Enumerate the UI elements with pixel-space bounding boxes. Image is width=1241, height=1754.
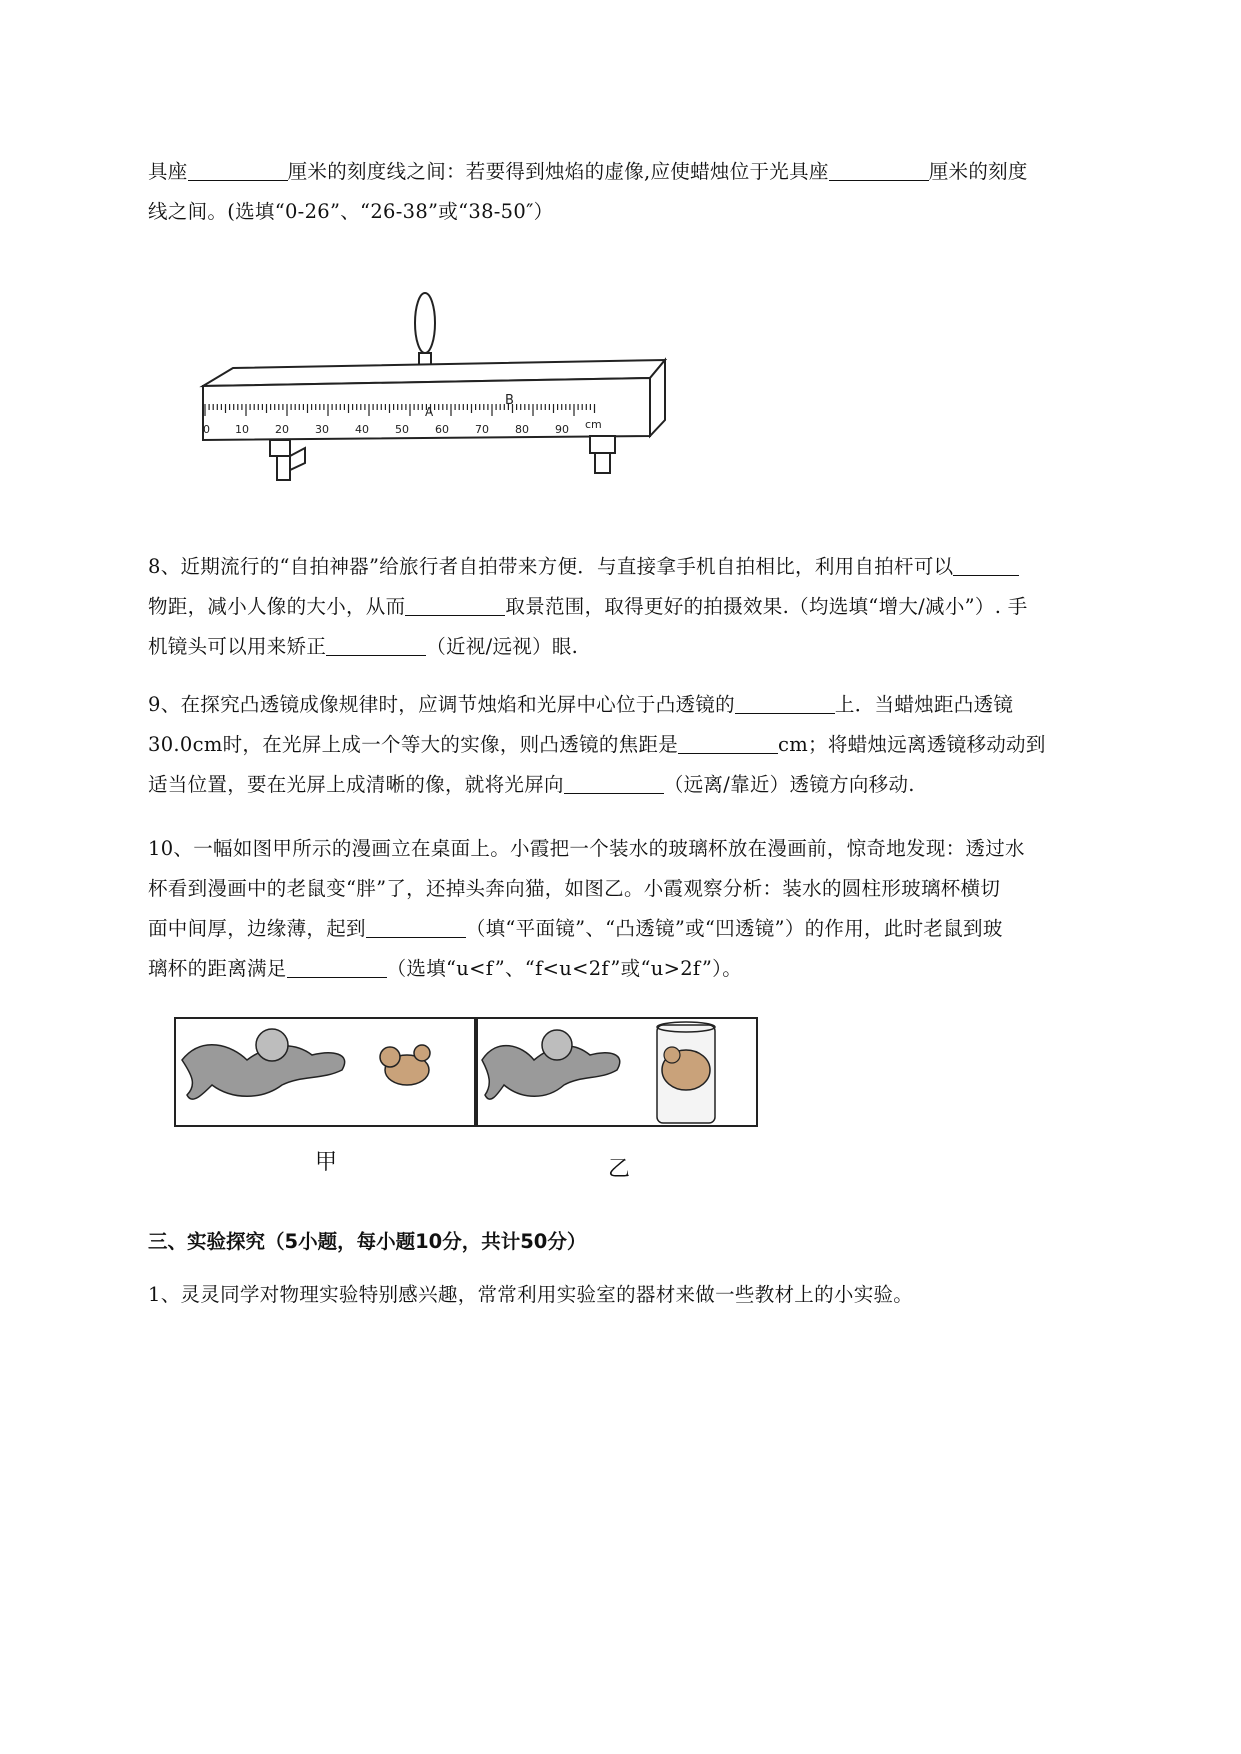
- q10-text-3: 面中间厚，边缘薄，起到: [148, 917, 366, 940]
- tick-label: 10: [235, 423, 249, 436]
- section-question-1: [148, 1275, 1153, 1315]
- tick-label: 40: [355, 423, 369, 436]
- answer-blank[interactable]: [366, 915, 466, 938]
- tick-label: 20: [275, 423, 289, 436]
- q10-text-5: 璃杯的距离满足: [148, 957, 287, 980]
- q8-text-2: 物距，减小人像的大小，从而: [148, 595, 406, 618]
- question-10: [148, 829, 1153, 989]
- tick-label: 90: [555, 423, 569, 436]
- answer-blank[interactable]: [829, 158, 929, 181]
- tick-label: 50: [395, 423, 409, 436]
- q7-text-4: 线之间。(选填“0-26”、“26-38”或“38-50″）: [148, 200, 554, 223]
- section-heading: 三、实验探究（5小题，每小题10分，共计50分）: [148, 1230, 587, 1253]
- tick-label: 70: [475, 423, 489, 436]
- answer-blank[interactable]: [953, 553, 1019, 576]
- q10-text-1: 10、一幅如图甲所示的漫画立在桌面上。小霞把一个装水的玻璃杯放在漫画前，惊奇地发现：透过水: [148, 837, 1025, 860]
- sq1-text: 1、灵灵同学对物理实验特别感兴趣，常常利用实验室的器材来做一些教材上的小实验。: [148, 1283, 914, 1306]
- lens-shape: [415, 293, 435, 353]
- answer-blank[interactable]: [735, 691, 835, 714]
- figure-label-yi: 乙: [608, 1157, 631, 1182]
- tick-label: 0: [203, 423, 210, 436]
- tick-label: 80: [515, 423, 529, 436]
- q10-text-4: （填“平面镜”、“凸透镜”或“凹透镜”）的作用，此时老鼠到玻: [465, 917, 1003, 940]
- q10-text-2: 杯看到漫画中的老鼠变“胖”了，还掉头奔向猫，如图乙。小霞观察分析：装水的圆柱形玻璃杯横切: [148, 877, 1001, 900]
- answer-blank[interactable]: [326, 633, 426, 656]
- q7-continuation: [148, 152, 1153, 232]
- question-8: [148, 547, 1153, 667]
- q8-text-5: （近视/远视）眼.: [426, 635, 579, 658]
- q7-text-3: 厘米的刻度: [928, 160, 1028, 183]
- marker-b: B: [505, 393, 514, 408]
- answer-blank[interactable]: [188, 158, 288, 181]
- question-9: [148, 685, 1153, 805]
- tick-label: 60: [435, 423, 449, 436]
- cartoon-figure: [172, 1015, 762, 1135]
- q9-text-4: cm；将蜡烛远离透镜移动动到: [778, 733, 1046, 756]
- q8-text-1: 8、近期流行的“自拍神器”给旅行者自拍带来方便．与直接拿手机自拍相比，利用自拍杆可以: [148, 555, 954, 578]
- marker-a: A: [425, 405, 434, 419]
- q9-text-2: 上．当蜡烛距凸透镜: [834, 693, 1014, 716]
- answer-blank[interactable]: [287, 955, 387, 978]
- answer-blank[interactable]: [678, 731, 778, 754]
- q9-text-5: 适当位置，要在光屏上成清晰的像，就将光屏向: [148, 773, 564, 796]
- answer-blank[interactable]: [405, 593, 505, 616]
- q9-text-6: （远离/靠近）透镜方向移动.: [663, 773, 915, 796]
- figure-label-jia: 甲: [315, 1150, 338, 1175]
- q9-text-1: 9、在探究凸透镜成像规律时，应调节烛焰和光屏中心位于凸透镜的: [148, 693, 735, 716]
- q9-text-3: 30.0cm时，在光屏上成一个等大的实像，则凸透镜的焦距是: [148, 733, 679, 756]
- q10-text-6: （选填“u<f”、“f<u<2f”或“u>2f”）。: [386, 957, 743, 980]
- tick-label: cm: [585, 418, 602, 431]
- optical-bench-figure: [195, 288, 675, 488]
- water-glass-image: [657, 1022, 715, 1123]
- q7-text-1: 具座: [148, 160, 188, 183]
- tick-label: 30: [315, 423, 329, 436]
- q7-text-2: 厘米的刻度线之间：若要得到烛焰的虚像,应使蜡烛位于光具座: [287, 160, 829, 183]
- answer-blank[interactable]: [564, 771, 664, 794]
- q8-text-3: 取景范围，取得更好的拍摄效果.（均选填“增大/减小”）. 手: [505, 595, 1028, 618]
- q8-text-4: 机镜头可以用来矫正: [148, 635, 327, 658]
